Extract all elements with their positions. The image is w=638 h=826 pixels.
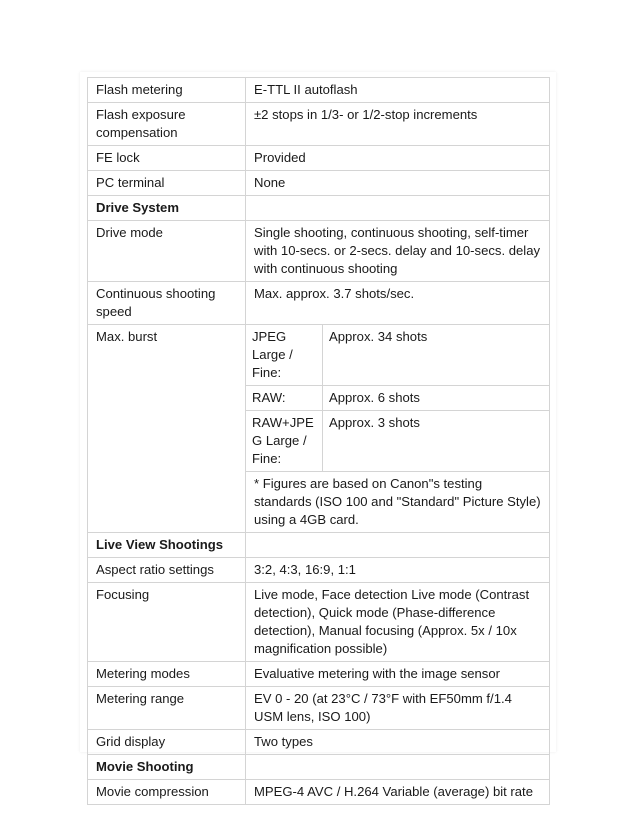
- table-row: [88, 687, 550, 730]
- burst-row: [246, 411, 549, 472]
- row-label: Flash exposure compensation: [88, 103, 246, 146]
- max-burst-row: [88, 325, 550, 533]
- burst-value: Approx. 6 shots: [323, 386, 550, 411]
- row-value: EV 0 - 20 (at 23°C / 73°F with EF50mm f/1.4 USM lens, ISO 100): [246, 687, 550, 730]
- table-row: [88, 583, 550, 662]
- row-value: 3:2, 4:3, 16:9, 1:1: [246, 558, 550, 583]
- max-burst-table: [246, 325, 549, 532]
- table-row: [88, 662, 550, 687]
- burst-row: [246, 386, 549, 411]
- row-label: Drive mode: [88, 221, 246, 282]
- table-row: [88, 730, 550, 755]
- row-value: MPEG-4 AVC / H.264 Variable (average) bit rate: [246, 780, 550, 805]
- burst-value: Approx. 34 shots: [323, 325, 550, 386]
- row-label: PC terminal: [88, 171, 246, 196]
- section-header-row: [88, 755, 550, 780]
- table-row: [88, 171, 550, 196]
- image-type: RAW+JPEG Large / Fine:: [246, 411, 323, 472]
- row-label: Movie compression: [88, 780, 246, 805]
- empty-cell: [246, 755, 550, 780]
- row-label: Metering range: [88, 687, 246, 730]
- table-row: [88, 558, 550, 583]
- row-label: Grid display: [88, 730, 246, 755]
- row-value: None: [246, 171, 550, 196]
- burst-note: * Figures are based on Canon"s testing standards (ISO 100 and "Standard" Picture Style) using a 4GB card.: [246, 472, 549, 533]
- row-value: Max. approx. 3.7 shots/sec.: [246, 282, 550, 325]
- row-value: Evaluative metering with the image sensor: [246, 662, 550, 687]
- row-label: Flash metering: [88, 78, 246, 103]
- image-type: JPEG Large / Fine:: [246, 325, 323, 386]
- row-label: Continuous shooting speed: [88, 282, 246, 325]
- table-row: [88, 221, 550, 282]
- row-value: ±2 stops in 1/3- or 1/2-stop increments: [246, 103, 550, 146]
- row-value: Live mode, Face detection Live mode (Contrast detection), Quick mode (Phase-difference detection), Manual focusing (Approx. 5x / 10x magnification possible): [246, 583, 550, 662]
- section-heading: Live View Shootings: [88, 533, 246, 558]
- row-label: Focusing: [88, 583, 246, 662]
- empty-cell: [246, 196, 550, 221]
- row-label: FE lock: [88, 146, 246, 171]
- section-header-row: [88, 196, 550, 221]
- burst-row: [246, 325, 549, 386]
- empty-cell: [246, 533, 550, 558]
- table-row: [88, 103, 550, 146]
- row-label: Aspect ratio settings: [88, 558, 246, 583]
- spec-table: [87, 77, 550, 805]
- row-value: E-TTL II autoflash: [246, 78, 550, 103]
- section-heading: Drive System: [88, 196, 246, 221]
- row-label: Max. burst: [88, 325, 246, 533]
- image-type: RAW:: [246, 386, 323, 411]
- table-row: [88, 146, 550, 171]
- section-heading: Movie Shooting: [88, 755, 246, 780]
- burst-value: Approx. 3 shots: [323, 411, 550, 472]
- table-row: [88, 780, 550, 805]
- row-value: Provided: [246, 146, 550, 171]
- burst-note-row: [246, 472, 549, 533]
- row-label: Metering modes: [88, 662, 246, 687]
- table-row: [88, 78, 550, 103]
- section-header-row: [88, 533, 550, 558]
- row-value: Single shooting, continuous shooting, self-timer with 10-secs. or 2-secs. delay and 10-secs. delay with continuous shooting: [246, 221, 550, 282]
- max-burst-cell: [246, 325, 550, 533]
- row-value: Two types: [246, 730, 550, 755]
- table-row: [88, 282, 550, 325]
